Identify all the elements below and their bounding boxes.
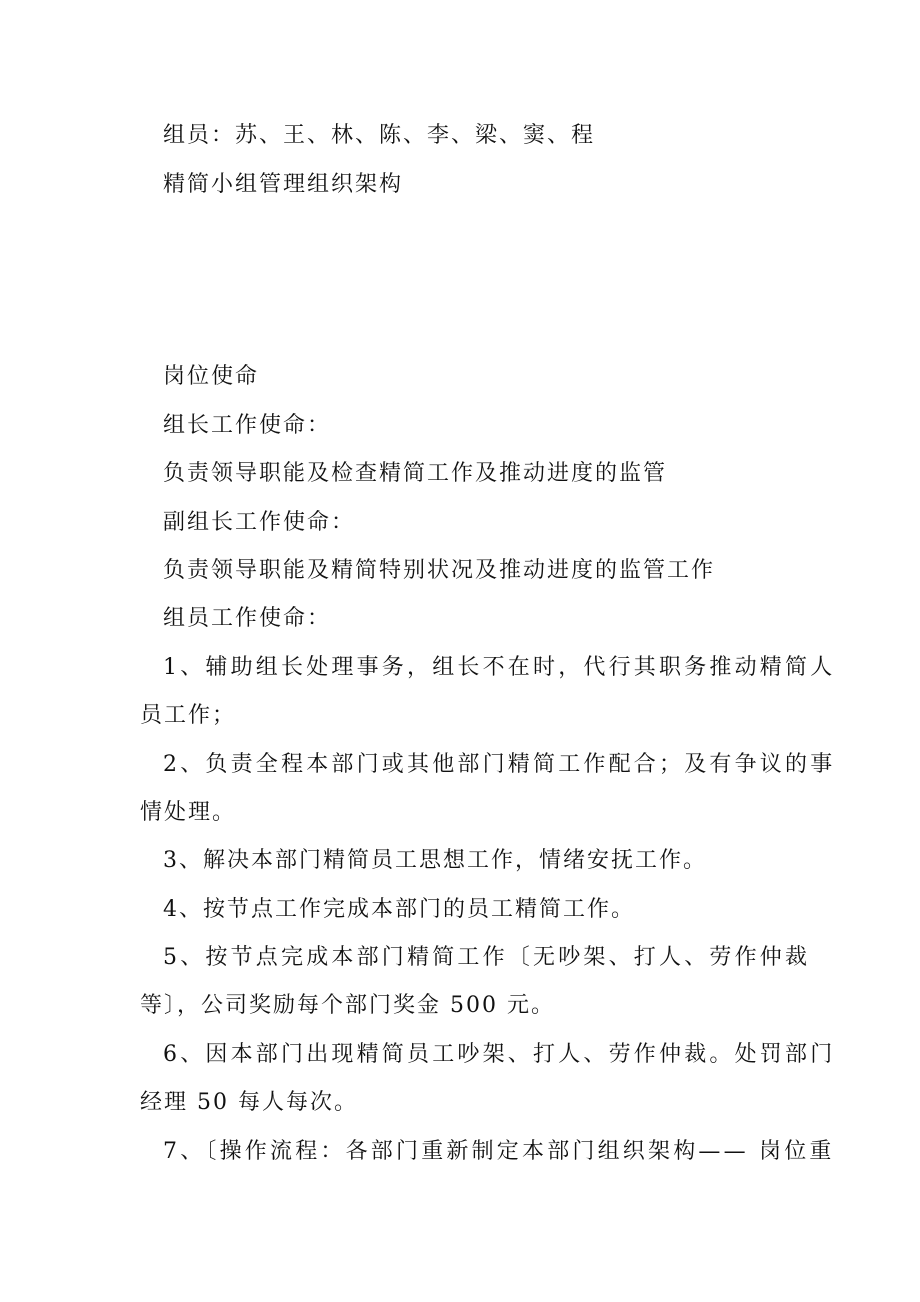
item-5-line-2: 等〕，公司奖励每个部门奖金 500 元。: [140, 993, 555, 1018]
item-4: 4、按节点工作完成本部门的员工精简工作。: [163, 897, 635, 922]
leader-desc: 负责领导职能及检查精简工作及推动进度的监管: [163, 461, 668, 486]
section-title: 岗位使命: [163, 364, 260, 389]
item-5-line-1: 5、按节点完成本部门精简工作〔无吵架、打人、劳作仲裁: [163, 945, 811, 970]
item-3: 3、解决本部门精简员工思想工作，情绪安抚工作。: [163, 848, 707, 873]
member-heading: 组员工作使命：: [163, 606, 332, 631]
item-6-line-1: 6、因本部门出现精简员工吵架、打人、劳作仲裁。处罚部门: [163, 1042, 836, 1067]
item-1-line-1: 1、辅助组长处理事务，组长不在时，代行其职务推动精简人: [163, 655, 836, 680]
deputy-heading: 副组长工作使命：: [163, 510, 356, 535]
item-7-line-1: 7、〔操作流程：各部门重新制定本部门组织架构—— 岗位重: [163, 1139, 835, 1164]
item-2-line-2: 情处理。: [140, 800, 237, 825]
item-6-line-2: 经理 50 每人每次。: [140, 1090, 358, 1115]
leader-heading: 组长工作使命：: [163, 413, 332, 438]
org-chart-title: 精简小组管理组织架构: [163, 172, 404, 197]
item-2-line-1: 2、负责全程本部门或其他部门精简工作配合；及有争议的事: [163, 752, 836, 777]
members-line: 组员：苏、王、林、陈、李、梁、窦、程: [163, 123, 596, 148]
deputy-desc: 负责领导职能及精简特别状况及推动进度的监管工作: [163, 558, 716, 583]
item-1-line-2: 员工作；: [140, 703, 237, 728]
